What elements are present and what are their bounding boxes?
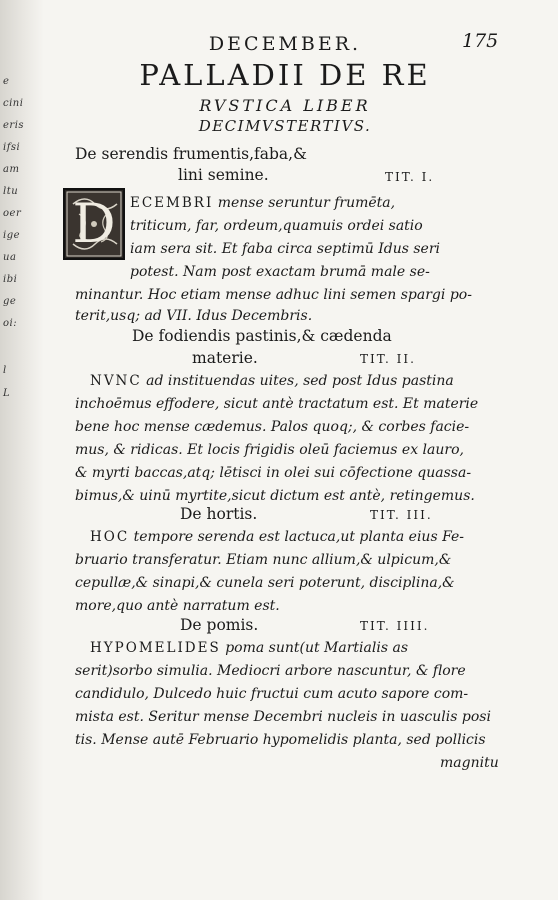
title-number: TIT. IIII. — [360, 619, 430, 633]
margin-fragment: ua — [3, 252, 17, 263]
page-number: 175 — [462, 30, 499, 52]
text-line: & myrti baccas,atq; lētisci in olei sui cōfectione quassa- — [75, 465, 472, 481]
margin-fragment: ltu — [3, 186, 19, 197]
margin-fragment: ibi — [3, 274, 18, 285]
margin-fragment: oi: — [3, 318, 18, 329]
section-heading: De serendis frumentis,faba,& — [75, 145, 307, 163]
text-line: potest. Nam post exactam brumā male se- — [130, 264, 430, 280]
text-line: candidulo, Dulcedo huic fructui cum acuto sapore com- — [75, 686, 469, 702]
text-line: mus, & ridicas. Et locis frigidis oleū faciemus ex lauro, — [75, 442, 464, 458]
text-line: more,quo antè narratum est. — [75, 598, 280, 614]
book-number: DECIMVSTERTIVS. — [198, 117, 372, 135]
running-head: DECEMBER. — [208, 33, 362, 55]
margin-fragment: cini — [3, 98, 24, 109]
text-line: serit)sorbo simulia. Mediocri arbore nascuntur, & flore — [75, 663, 466, 679]
text-line: NVNC ad instituendas uites, sed post Idus pastina — [90, 373, 454, 389]
text-line: triticum, far, ordeum,quamuis ordei satio — [130, 218, 423, 234]
text-line: iam sera sit. Et faba circa septimū Idus seri — [130, 241, 440, 257]
decorated-initial — [63, 188, 125, 260]
facing-page-edge — [0, 0, 44, 900]
margin-fragment: ge — [3, 296, 17, 307]
margin-fragment: eris — [3, 120, 25, 131]
text-line: tis. Mense autē Februario hypomelidis planta, sed pollicis — [75, 732, 486, 748]
text-line: minantur. Hoc etiam mense adhuc lini semen spargi po- — [75, 287, 472, 303]
dropcap-letter: D — [72, 192, 116, 255]
text-line: ECEMBRI mense seruntur frumēta, — [130, 195, 396, 211]
title-number: TIT. II. — [360, 352, 416, 366]
margin-fragment: oer — [3, 208, 22, 219]
text-line: bene hoc mense cædemus. Palos quoq;, & corbes facie- — [75, 419, 470, 435]
margin-fragment: ige — [3, 230, 21, 241]
margin-fragment: e — [3, 76, 10, 87]
text-line: bruario transferatur. Etiam nunc allium,& ulpicum,& — [75, 552, 452, 568]
section-heading: materie. — [192, 349, 258, 367]
title-number: TIT. III. — [370, 508, 433, 522]
section-heading: De fodiendis pastinis,& cædenda — [132, 327, 392, 345]
section-heading: De pomis. — [180, 616, 259, 634]
text-line: HOC tempore serenda est lactuca,ut planta eius Fe- — [90, 529, 465, 545]
margin-fragment: am — [3, 164, 20, 175]
text-line: terit,usq; ad VII. Idus Decembris. — [75, 308, 313, 324]
book-title: PALLADII DE RE — [139, 58, 431, 92]
margin-fragment: l — [3, 365, 7, 376]
margin-fragment: L — [3, 388, 11, 399]
margin-fragment: ifsi — [3, 142, 21, 153]
book-subtitle: RVSTICA LIBER — [199, 96, 371, 115]
title-number: TIT. I. — [385, 170, 435, 184]
text-line: inchoēmus effodere, sicut antè tractatum est. Et materie — [75, 396, 479, 412]
section-heading: De hortis. — [180, 505, 258, 523]
text-line: HYPOMELIDES poma sunt(ut Martialis as — [90, 640, 409, 656]
text-line: mista est. Seritur mense Decembri nucleis in uasculis posi — [75, 709, 491, 725]
section-heading: lini semine. — [178, 166, 269, 184]
catchword: magnitu — [440, 755, 499, 771]
text-line: cepullæ,& sinapi,& cunela seri poterunt, disciplina,& — [75, 575, 455, 591]
text-line: bimus,& uinū myrtite,sicut dictum est antè, retingemus. — [75, 488, 475, 504]
